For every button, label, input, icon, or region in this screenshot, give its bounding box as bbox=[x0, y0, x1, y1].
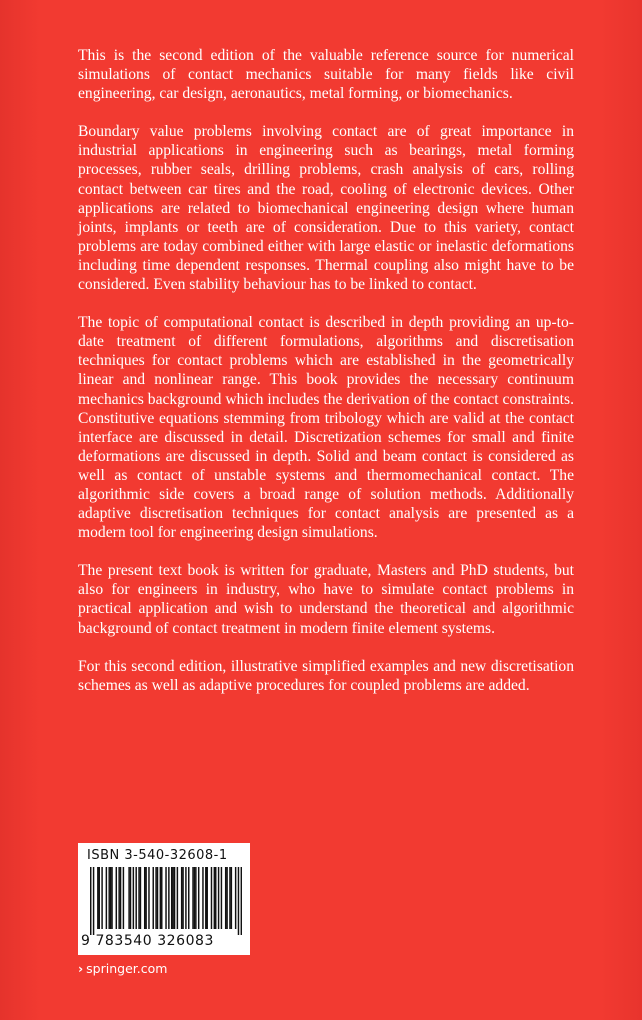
website-text: springer.com bbox=[86, 961, 168, 976]
blurb-paragraph-4: The present text book is written for graduate, Masters and PhD students, but also for engineers in industry, who have to simulate contact problems in practical application and wish to understand the theoretical and algorithmic background of contact treatment in modern finite element systems. bbox=[78, 562, 574, 637]
barcode-digits: 9 783540 326083 bbox=[81, 933, 214, 949]
isbn-label: ISBN 3-540-32608-1 bbox=[87, 848, 228, 863]
blurb-paragraph-3: The topic of computational contact is described in depth providing an up-to-date treatment of different formulations, algorithms and discretisation techniques for contact problems which are established in the geometrically linear and nonlinear range. This book provides the necessary continuum mechanics background which includes the derivation of the contact constraints. Constitutive equations stemming from tribology which are valid at the contact interface are discussed in detail. Discretization schemes for small and finite deformations are discussed in depth. Solid and beam contact is considered as well as contact of unstable systems and thermomechanical contact. The algorithmic side covers a broad range of solution methods. Additionally adaptive discretisation techniques for contact analysis are presented as a modern tool for engineering design simulations. bbox=[78, 314, 574, 542]
blurb-paragraph-2: Boundary value problems involving contact are of great importance in industrial applications in engineering such as bearings, metal forming processes, rubber seals, drilling problems, crash analysis of cars, rolling contact between car tires and the road, cooling of electronic devices. Other applications are related to biomechanical engineering design where human joints, implants or teeth are of consideration. Due to this variety, contact problems are today combined either with large elastic or inelastic deformations including time dependent responses. Thermal coupling also might have to be considered. Even stability behaviour has to be linked to contact. bbox=[78, 123, 574, 294]
barcode-box bbox=[78, 843, 250, 955]
blurb-paragraph-1: This is the second edition of the valuable reference source for numerical simulations of contact mechanics suitable for many fields like civil engineering, car design, aeronautics, metal forming, or biomechanics. bbox=[78, 47, 574, 103]
blurb-paragraph-5: For this second edition, illustrative simplified examples and new discretisation schemes as well as adaptive procedures for coupled problems are added. bbox=[78, 657, 574, 694]
chevron-right-icon: › bbox=[78, 961, 84, 976]
barcode-icon bbox=[90, 867, 242, 935]
blurb-text bbox=[78, 46, 574, 714]
website-link[interactable] bbox=[78, 961, 167, 976]
